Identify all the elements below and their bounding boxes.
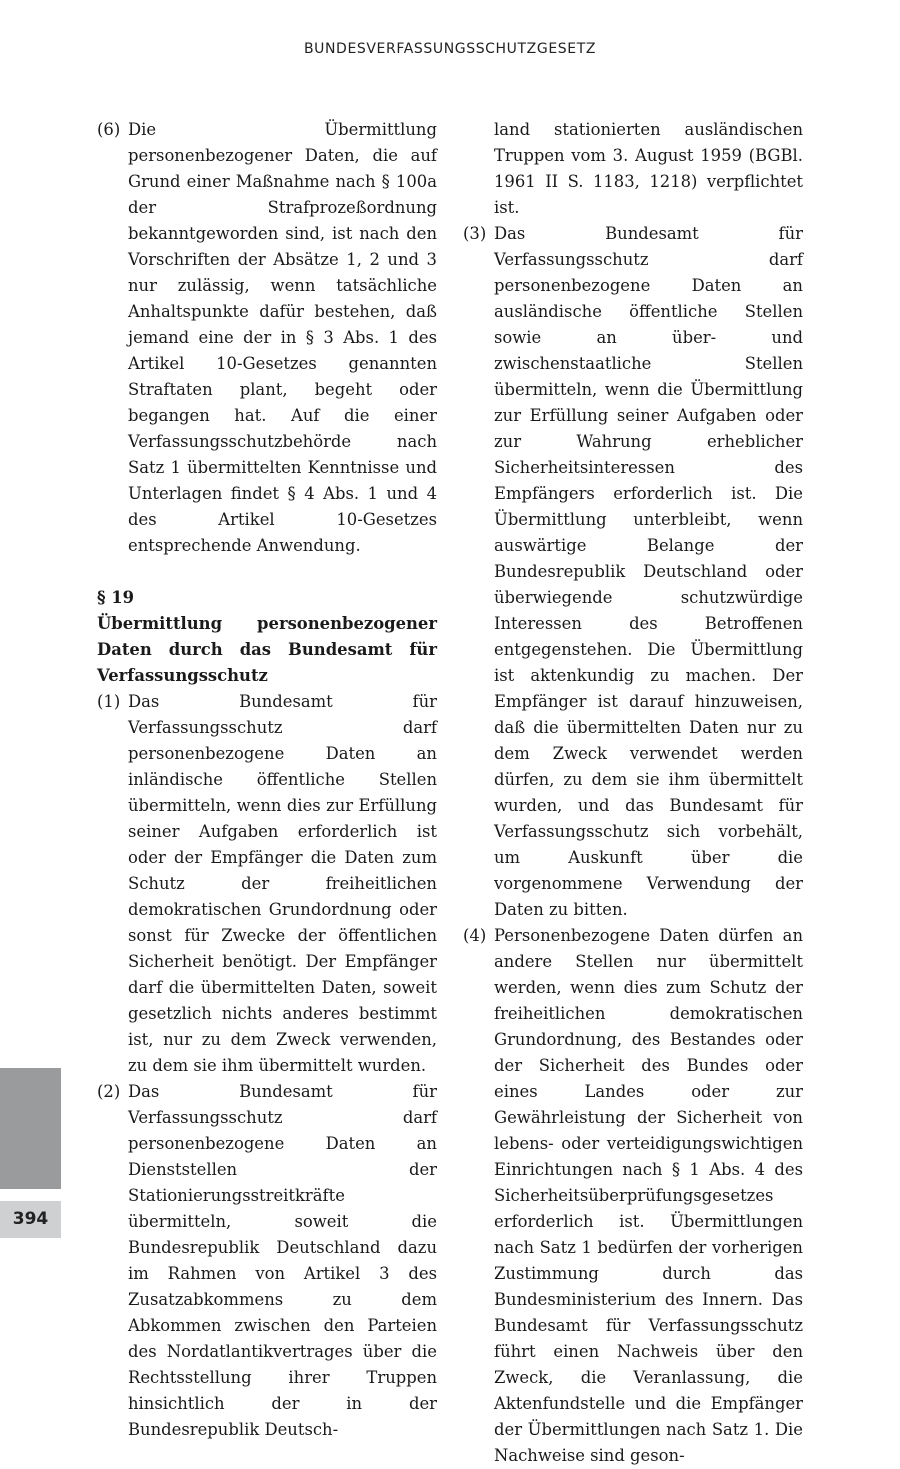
paragraph-1 [97, 689, 437, 1079]
page-number: 394 [0, 1201, 61, 1238]
paragraph-number: (4) [463, 926, 487, 945]
left-column [97, 117, 437, 1443]
paragraph-6 [97, 117, 437, 559]
paragraph-text: Die Übermittlung personenbezogener Daten, die auf Grund einer Maßnahme nach § 100a der Strafprozeßordnung bekanntgeworden sind, ist nach den Vorschriften der Absätze 1, 2 und 3 nur zulässig, wenn tatsächliche Anhaltspunkte dafür bestehen, daß jemand eine der in § 3 Abs. 1 des Artikel 10-Gesetzes genannten Straftaten plant, begeht oder begangen hat. Auf die einer Verfassungsschutzbehörde nach Satz 1 übermittelten Kenntnisse und Unterlagen findet § 4 Abs. 1 und 4 des Artikel 10-Gesetzes entsprechende Anwendung. [128, 120, 437, 555]
paragraph-4 [463, 923, 803, 1469]
paragraph-number: (2) [97, 1082, 121, 1101]
section-number: § 19 [97, 588, 135, 607]
paragraph-3 [463, 221, 803, 923]
right-column [463, 117, 803, 1469]
thumb-index-tab [0, 1068, 61, 1189]
paragraph-number: (3) [463, 224, 487, 243]
section-title: Übermittlung personenbezogener Daten durch das Bundesamt für Verfassungsschutz [97, 614, 437, 685]
paragraph-text: Personenbezogene Daten dürfen an andere Stellen nur übermittelt werden, wenn dies zum Schutz der freiheitlichen demokratischen Grundordnung, des Bestandes oder der Sicherheit des Bundes oder eines Landes oder zur Gewährleistung der Sicherheit von lebens- oder verteidigungswichtigen Einrichtungen nach § 1 Abs. 4 des Sicherheitsüberprüfungsgesetzes erforderlich ist. Übermittlungen nach Satz 1 bedürfen der vorherigen Zustimmung durch das Bundesministerium des Innern. Das Bundesamt für Verfassungsschutz führt einen Nachweis über den Zweck, die Veranlassung, die Aktenfundstelle und die Empfänger der Übermittlungen nach Satz 1. Die Nachweise sind geson- [494, 926, 803, 1465]
paragraph-number: (1) [97, 692, 121, 711]
paragraph-number: (6) [97, 120, 121, 139]
running-header: BUNDESVERFASSUNGSSCHUTZGESETZ [303, 41, 597, 57]
paragraph-2-continuation: land stationierten ausländischen Truppen vom 3. August 1959 (BGBl. 1961 II S. 1183, 1218) verpflichtet ist. [494, 120, 803, 217]
paragraph-text: Das Bundesamt für Verfassungsschutz darf personenbezogene Daten an ausländische öffentliche Stellen sowie an über- und zwischenstaatliche Stellen übermitteln, wenn die Übermittlung zur Erfüllung seiner Aufgaben oder zur Wahrung erheblicher Sicherheitsinteressen des Empfängers erforderlich ist. Die Übermittlung unterbleibt, wenn auswärtige Belange der Bundesrepublik Deutschland oder überwiegende schutzwürdige Interessen des Betroffenen entgegenstehen. Die Übermittlung ist aktenkundig zu machen. Der Empfänger ist darauf hinzuweisen, daß die übermittelten Daten nur zu dem Zweck verwendet werden dürfen, zu dem sie ihm übermittelt wurden, und das Bundesamt für Verfassungsschutz sich vorbehält, um Auskunft über die vorgenommene Verwendung der Daten zu bitten. [494, 224, 803, 919]
paragraph-2 [97, 1079, 437, 1443]
paragraph-text: Das Bundesamt für Verfassungsschutz darf personenbezogene Daten an Dienststellen der Stationierungsstreitkräfte übermitteln, soweit die Bundesrepublik Deutschland dazu im Rahmen von Artikel 3 des Zusatzabkommens zu dem Abkommen zwischen den Parteien des Nordatlantikvertrages über die Rechtsstellung ihrer Truppen hinsichtlich der in der Bundesrepublik Deutsch- [128, 1082, 437, 1439]
paragraph-text: Das Bundesamt für Verfassungsschutz darf personenbezogene Daten an inländische öffentliche Stellen übermitteln, wenn dies zur Erfüllung seiner Aufgaben erforderlich ist oder der Empfänger die Daten zum Schutz der freiheitlichen demokratischen Grundordnung oder sonst für Zwecke der öffentlichen Sicherheit benötigt. Der Empfänger darf die übermittelten Daten, soweit gesetzlich nichts anderes bestimmt ist, nur zu dem Zweck verwenden, zu dem sie ihm übermittelt wurden. [128, 692, 437, 1075]
